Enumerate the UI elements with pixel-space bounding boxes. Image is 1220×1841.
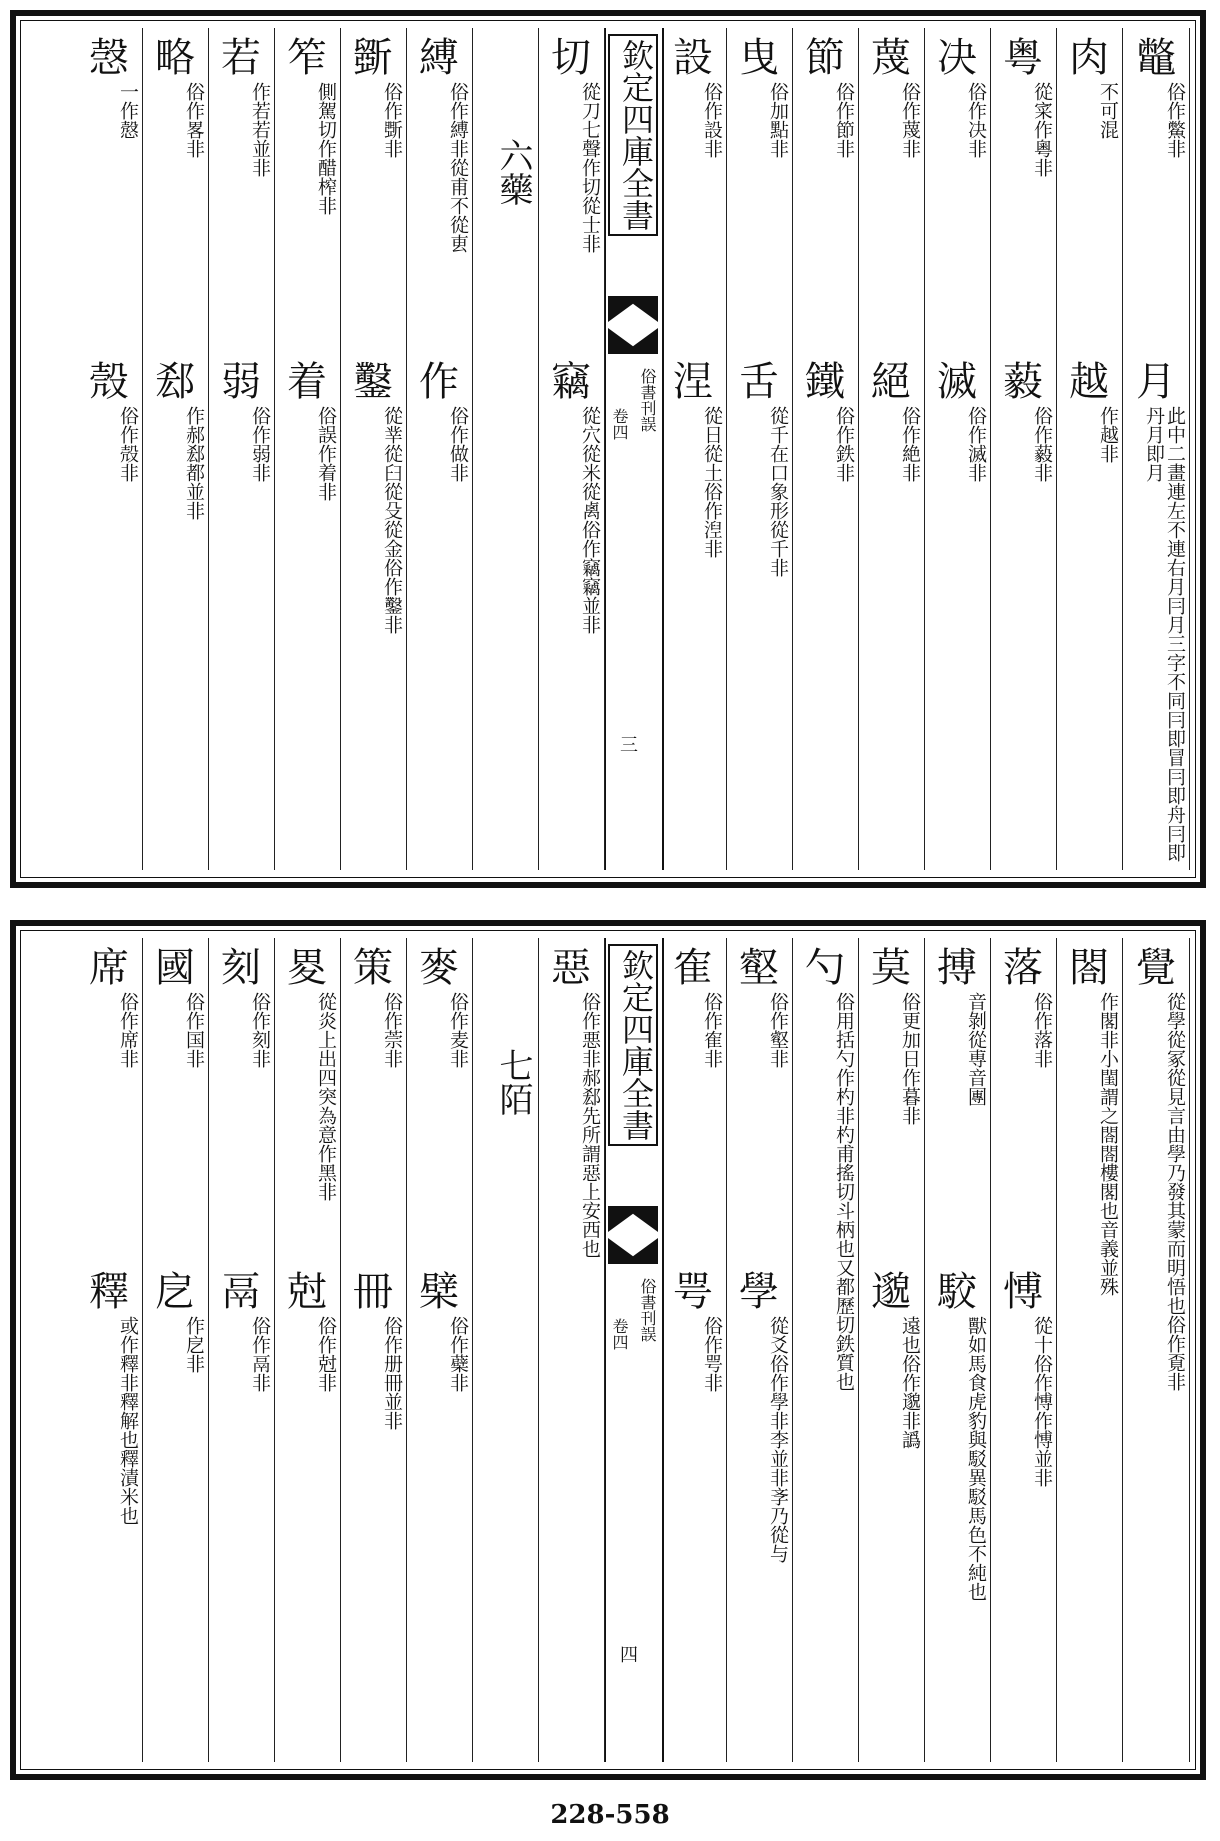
text-column [660, 28, 727, 870]
dictionary-entry [344, 358, 402, 876]
headword: 决 [937, 35, 977, 81]
gloss: 此中二畫連左不連右月冃月三字不同冃即冒冃即舟冃即丹月即月 [1143, 406, 1186, 862]
gloss: 俗作刻非 [249, 992, 271, 1068]
folio-number: 四 [620, 1645, 638, 1666]
gloss: 俗作席非 [117, 992, 139, 1068]
headword: 戹 [155, 1269, 195, 1315]
headword: 殼 [89, 359, 129, 405]
dictionary-entry [730, 1268, 788, 1786]
text-column [1122, 938, 1190, 1762]
text-column [726, 938, 793, 1762]
dictionary-entry [212, 358, 270, 876]
headword: 鼈 [1136, 35, 1176, 81]
headword: 冊 [353, 1269, 393, 1315]
gloss: 俗作殻非 [117, 406, 139, 482]
text-column [340, 938, 407, 1762]
headword: 縛 [419, 35, 459, 81]
gloss: 作越非 [1097, 406, 1119, 463]
dictionary-entry [994, 34, 1052, 342]
text-column [274, 28, 341, 870]
dictionary-entry [664, 1268, 722, 1786]
text-column [1056, 938, 1123, 1762]
headword: 若 [221, 35, 261, 81]
gloss: 從爻俗作學非李並非斈乃從与 [767, 1316, 789, 1563]
dictionary-entry [278, 1268, 336, 1786]
gloss: 俗作隺非 [701, 992, 723, 1068]
gloss: 從炎上出四突為意作黑非 [315, 992, 337, 1201]
headword: 月 [1136, 359, 1176, 405]
dictionary-entry [80, 358, 138, 876]
dictionary-entry [928, 944, 986, 1252]
gloss: 俗作蘗非 [447, 1316, 469, 1392]
text-column [858, 28, 925, 870]
dictionary-entry [862, 358, 920, 876]
headword: 鐵 [805, 359, 845, 405]
text-column [792, 28, 859, 870]
headword: 學 [739, 1269, 779, 1315]
gloss: 俗作决非 [965, 82, 987, 158]
headword: 壑 [739, 945, 779, 991]
dictionary-entry [80, 34, 138, 342]
text-column [208, 28, 275, 870]
dictionary-entry [410, 34, 468, 342]
dictionary-entry [278, 34, 336, 342]
gloss: 俗更加日作暮非 [899, 992, 921, 1125]
headword: 策 [353, 945, 393, 991]
dictionary-entry [146, 34, 204, 342]
headword: 尅 [287, 1269, 327, 1315]
text-column [406, 28, 473, 870]
gloss: 或作釋非釋解也釋漬米也 [117, 1316, 139, 1525]
dictionary-entry [796, 34, 854, 342]
text-column [990, 28, 1057, 870]
gloss: 音剝從尃音團 [965, 992, 987, 1106]
gloss: 作郝郄都並非 [183, 406, 205, 520]
headword: 絕 [871, 359, 911, 405]
dictionary-entry [862, 34, 920, 342]
gloss: 從日從土俗作湼非 [701, 406, 723, 558]
fish-tail-mark-lower [608, 328, 658, 354]
text-column [792, 938, 859, 1762]
text-column [274, 938, 341, 1762]
text-column [142, 938, 209, 1762]
gloss: 俗作滅非 [965, 406, 987, 482]
headword: 麥 [419, 945, 459, 991]
headword: 滅 [937, 359, 977, 405]
dictionary-entry [664, 34, 722, 342]
dictionary-entry [410, 1268, 468, 1786]
text-column [340, 28, 407, 870]
headword: 莫 [871, 945, 911, 991]
headword: 蔑 [871, 35, 911, 81]
dictionary-entry [212, 1268, 270, 1786]
dictionary-entry [796, 944, 854, 1772]
headword: 刻 [221, 945, 261, 991]
headword: 斵 [353, 35, 393, 81]
gloss: 俗作鬲非 [249, 1316, 271, 1392]
headword: 設 [673, 35, 713, 81]
fish-tail-mark-upper [608, 296, 658, 322]
headword: 檗 [419, 1269, 459, 1315]
dictionary-entry [1127, 944, 1185, 1772]
headword: 曳 [739, 35, 779, 81]
gloss: 從丵從臼從殳從金俗作鑿非 [381, 406, 403, 634]
dictionary-entry [928, 1268, 986, 1786]
headword: 搏 [937, 945, 977, 991]
dictionary-entry [664, 358, 722, 876]
dictionary-entry [1127, 358, 1185, 876]
text-column [76, 938, 143, 1762]
gloss: 俗加點非 [767, 82, 789, 158]
gloss: 俗作落非 [1031, 992, 1053, 1068]
text-column [726, 28, 793, 870]
upper-columns [28, 28, 1188, 870]
dictionary-entry [1127, 34, 1185, 342]
gloss: 不可混 [1097, 82, 1119, 139]
dictionary-entry [542, 358, 600, 876]
gloss: 從十俗作愽作愽並非 [1031, 1316, 1053, 1487]
dictionary-entry [212, 34, 270, 342]
text-column [990, 938, 1057, 1762]
folio-number: 三 [620, 735, 638, 756]
dictionary-entry [146, 358, 204, 876]
headword: 舌 [739, 359, 779, 405]
headword: 落 [1003, 945, 1043, 991]
lower-page [10, 920, 1206, 1780]
headword: 咢 [673, 1269, 713, 1315]
lower-columns [28, 938, 1188, 1762]
gloss: 俗作咢非 [701, 1316, 723, 1392]
gloss: 俗作縛非從甫不從叀 [447, 82, 469, 253]
gloss: 俗作蔑非 [899, 82, 921, 158]
gloss: 俗作畧非 [183, 82, 205, 158]
gloss: 俗作国非 [183, 992, 205, 1068]
headword: 國 [155, 945, 195, 991]
dictionary-entry [344, 34, 402, 342]
gloss: 俗作鱉非 [1164, 82, 1186, 158]
gloss: 俗作弱非 [249, 406, 271, 482]
headword: 笮 [287, 35, 327, 81]
headword: 涅 [673, 359, 713, 405]
headword: 隺 [673, 945, 713, 991]
headword: 作 [419, 359, 459, 405]
headword: 席 [89, 945, 129, 991]
headword: 着 [287, 359, 327, 405]
dictionary-entry [146, 944, 204, 1252]
page-number: 228-558 [550, 1800, 670, 1830]
dictionary-entry [796, 358, 854, 876]
text-column [208, 938, 275, 1762]
dictionary-entry [1060, 358, 1118, 876]
gloss: 側駕切作醋榨非 [315, 82, 337, 215]
gloss: 俗作做非 [447, 406, 469, 482]
gloss: 俗用括勺作杓非杓甫搖切斗柄也又都歷切鉄質也 [833, 992, 855, 1391]
dictionary-entry [344, 1268, 402, 1786]
dictionary-entry [928, 34, 986, 342]
rhyme-heading-column [472, 938, 539, 1762]
gloss: 俗作斲非 [381, 82, 403, 158]
book-title: 欽定四庫全書 [608, 34, 658, 236]
gloss: 俗作壑非 [767, 992, 789, 1068]
dictionary-entry [994, 358, 1052, 876]
dictionary-entry [862, 1268, 920, 1786]
gloss: 作若若並非 [249, 82, 271, 177]
gloss: 俗作册冊並非 [381, 1316, 403, 1430]
text-column [538, 938, 605, 1762]
dictionary-entry [664, 944, 722, 1252]
dictionary-entry [928, 358, 986, 876]
dictionary-entry [994, 944, 1052, 1252]
volume-number: 卷四 [610, 1318, 629, 1350]
text-column [924, 938, 991, 1762]
gloss: 俗作藙非 [1031, 406, 1053, 482]
gloss: 俗作節非 [833, 82, 855, 158]
dictionary-entry [994, 1268, 1052, 1786]
volume-number: 卷四 [610, 408, 629, 440]
gloss: 作戹非 [183, 1316, 205, 1373]
headword: 竊 [551, 359, 591, 405]
dictionary-entry [278, 944, 336, 1252]
text-column [858, 938, 925, 1762]
dictionary-entry [730, 34, 788, 342]
gloss: 從學從冢從見言由學乃發其蒙而明悟也俗作覔非 [1164, 992, 1186, 1391]
headword: 藙 [1003, 359, 1043, 405]
dictionary-entry [410, 358, 468, 876]
dictionary-entry [278, 358, 336, 876]
headword: 駮 [937, 1269, 977, 1315]
headword: 邈 [871, 1269, 911, 1315]
headword: 覺 [1136, 945, 1176, 991]
gloss: 獸如馬食虎豹與駁異駁馬色不純也 [965, 1316, 987, 1601]
book-title: 欽定四庫全書 [608, 944, 658, 1146]
center-margin-column [604, 28, 664, 870]
chapter-title: 俗書刊誤 [638, 368, 657, 432]
chapter-title: 俗書刊誤 [638, 1278, 657, 1342]
text-column [660, 938, 727, 1762]
dictionary-entry [1060, 944, 1118, 1772]
gloss: 俗作鉄非 [833, 406, 855, 482]
headword: 節 [805, 35, 845, 81]
gloss: 一作慤 [117, 82, 139, 139]
headword: 畟 [287, 945, 327, 991]
text-column [142, 28, 209, 870]
headword: 鬲 [221, 1269, 261, 1315]
dictionary-entry [862, 944, 920, 1252]
gloss: 從刀七聲作切從士非 [579, 82, 601, 253]
dictionary-entry [542, 34, 600, 342]
dictionary-entry [80, 944, 138, 1252]
dictionary-entry [146, 1268, 204, 1786]
dictionary-entry [542, 944, 600, 1772]
headword: 粤 [1003, 35, 1043, 81]
headword: 越 [1069, 359, 1109, 405]
text-column [76, 28, 143, 870]
gloss: 俗誤作着非 [315, 406, 337, 501]
headword: 愽 [1003, 1269, 1043, 1315]
gloss: 俗作悪非郝郄先所謂惡上安西也 [579, 992, 601, 1258]
upper-page [10, 10, 1206, 888]
headword: 閤 [1069, 945, 1109, 991]
rhyme-heading: 六藥 [493, 138, 533, 206]
gloss: 從千在口象形從千非 [767, 406, 789, 577]
headword: 肉 [1069, 35, 1109, 81]
headword: 略 [155, 35, 195, 81]
center-margin-column [604, 938, 664, 1762]
gloss: 作閣非小閨謂之閤閤樓閣也音義並殊 [1097, 992, 1119, 1296]
dictionary-entry [730, 944, 788, 1252]
text-column [924, 28, 991, 870]
text-column [1056, 28, 1123, 870]
dictionary-entry [344, 944, 402, 1252]
fish-tail-mark-lower [608, 1238, 658, 1264]
text-column [1122, 28, 1190, 870]
fish-tail-mark-upper [608, 1206, 658, 1232]
headword: 勺 [805, 945, 845, 991]
headword: 弱 [221, 359, 261, 405]
dictionary-entry [80, 1268, 138, 1786]
headword: 切 [551, 35, 591, 81]
text-column [538, 28, 605, 870]
headword: 郄 [155, 359, 195, 405]
gloss: 從穴從米從禼俗作竊竊並非 [579, 406, 601, 634]
gloss: 俗作尅非 [315, 1316, 337, 1392]
dictionary-entry [212, 944, 270, 1252]
headword: 釋 [89, 1269, 129, 1315]
rhyme-heading-column [472, 28, 539, 870]
headword: 愨 [89, 35, 129, 81]
gloss: 從寀作粵非 [1031, 82, 1053, 177]
dictionary-entry [1060, 34, 1118, 342]
dictionary-entry [410, 944, 468, 1252]
rhyme-heading: 七陌 [493, 1048, 533, 1116]
gloss: 俗作麦非 [447, 992, 469, 1068]
headword: 惡 [551, 945, 591, 991]
gloss: 俗作設非 [701, 82, 723, 158]
gloss: 俗作萗非 [381, 992, 403, 1068]
gloss: 遠也俗作邈非譌 [899, 1316, 921, 1449]
dictionary-entry [730, 358, 788, 876]
text-column [406, 938, 473, 1762]
headword: 鑿 [353, 359, 393, 405]
gloss: 俗作絶非 [899, 406, 921, 482]
